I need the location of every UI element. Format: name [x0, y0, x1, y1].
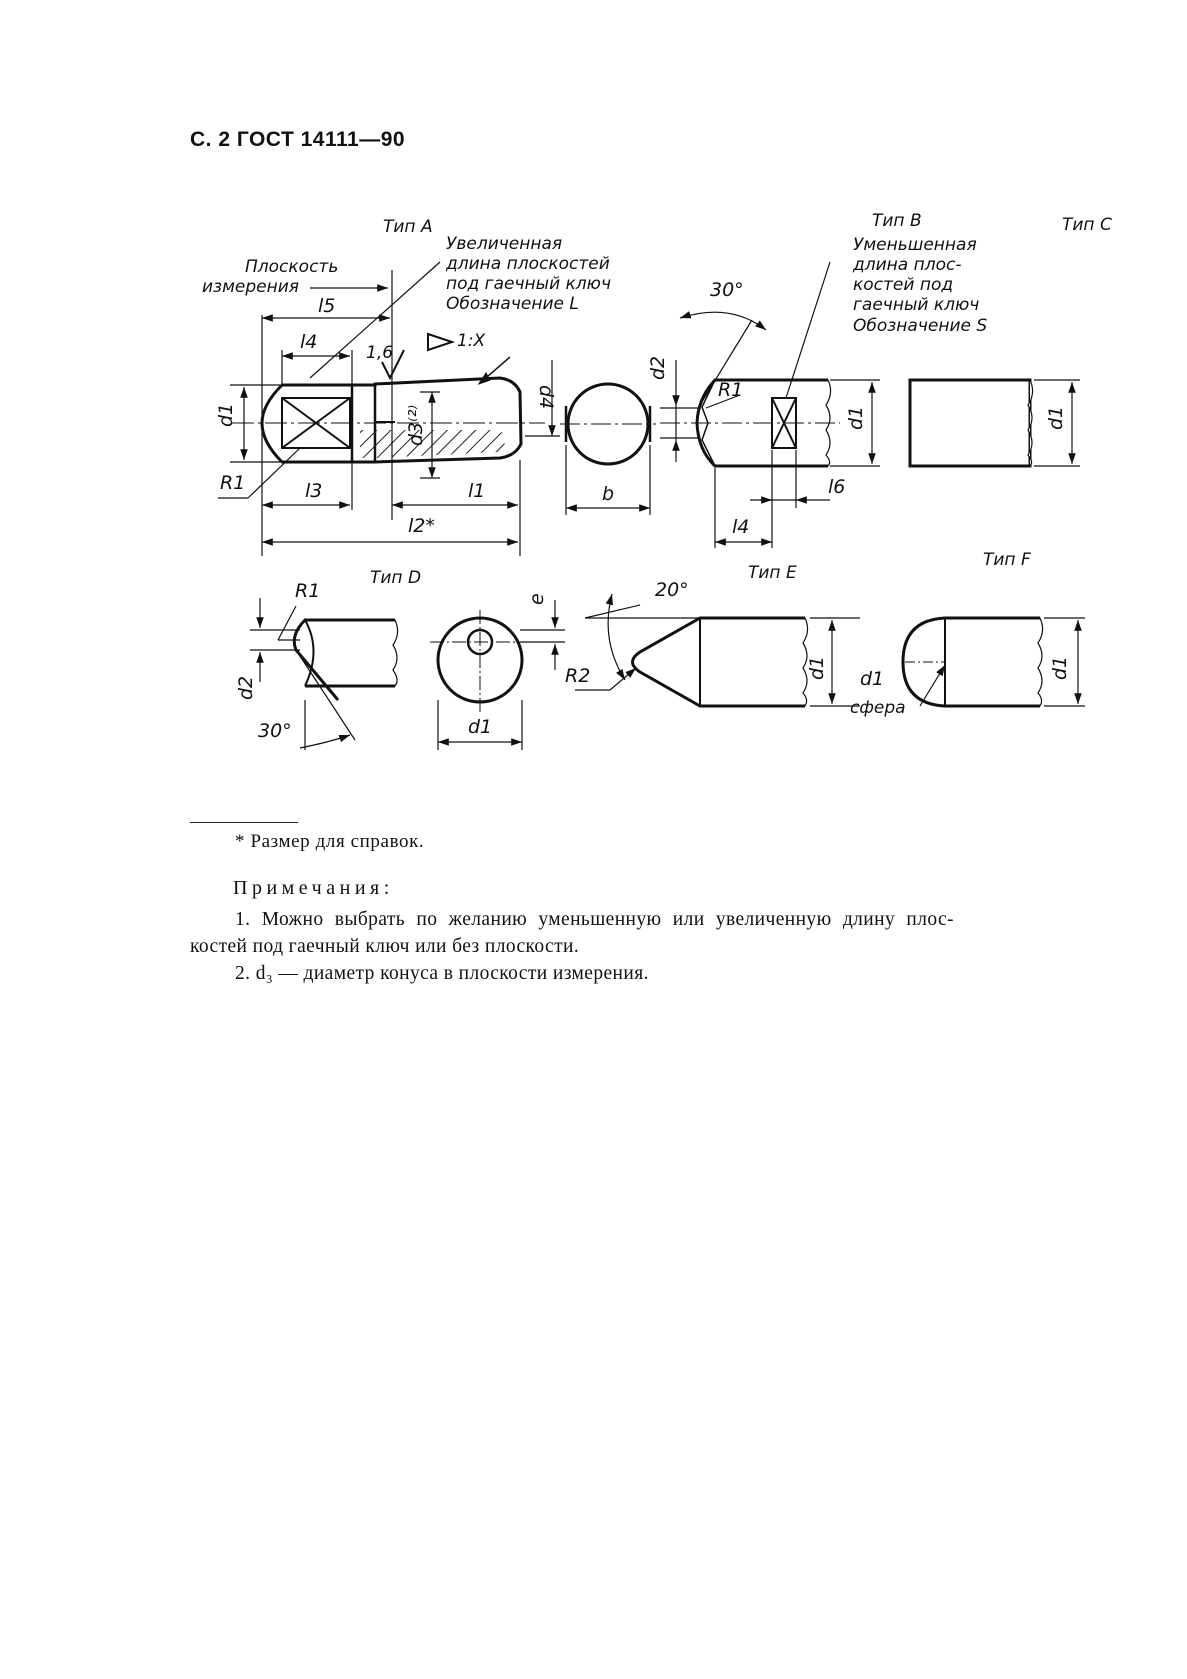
type-d-dim-d2: d2: [235, 675, 257, 700]
type-d-dim-d1: d1: [468, 716, 493, 738]
type-d-dim-r1: R1: [295, 580, 321, 602]
type-b-callout-4: гаечный ключ: [853, 295, 980, 315]
type-d-title: Тип D: [370, 568, 422, 588]
type-f-dim-d1-sphere: d1: [860, 668, 885, 690]
type-a-taper: 1:X: [457, 331, 486, 351]
type-b-callout-2: длина плос-: [853, 255, 962, 275]
type-a-plane-label-1: Плоскость: [245, 257, 339, 277]
type-e-dim-d1: d1: [806, 655, 828, 680]
type-e-dim-r2: R2: [565, 665, 591, 687]
type-a-dim-l1: l1: [468, 480, 486, 502]
type-c-title: Тип С: [1062, 215, 1112, 235]
type-a-title: Тип А: [383, 217, 433, 237]
note-1-line-2: костей под гаечный ключ или без плоскости.: [190, 936, 580, 957]
type-a-dim-d3: d3⁽²⁾: [405, 404, 427, 446]
type-a-dim-b: b: [602, 483, 615, 505]
type-b-view: [660, 262, 880, 548]
type-b-dim-r1: R1: [718, 379, 744, 401]
type-b-dim-l6: l6: [828, 476, 846, 498]
technical-drawing: [0, 0, 1187, 800]
page-header: С. 2 ГОСТ 14111—90: [190, 128, 406, 151]
type-b-angle: 30°: [710, 279, 744, 301]
footnote-rule: [190, 822, 298, 823]
type-b-title: Тип В: [872, 211, 922, 231]
type-a-dim-l4: l4: [300, 331, 318, 353]
note-1-line-1: 1. Можно выбрать по желанию уменьшенную или увеличенную длину плос-: [235, 909, 954, 930]
type-b-callout-3: костей под: [853, 275, 954, 295]
type-f-title: Тип F: [983, 550, 1031, 570]
footnote: * Размер для справок.: [235, 831, 425, 852]
type-a-dim-d4: d4: [535, 385, 557, 410]
type-f-dim-d1: d1: [1049, 655, 1071, 680]
type-e-view: [575, 594, 860, 706]
type-b-callout-1: Уменьшенная: [853, 235, 977, 255]
type-b-dim-d2: d2: [647, 355, 669, 380]
notes-title: Примечания:: [233, 877, 394, 899]
note-2: 2. d₃ — диаметр конуса в плоскости измерения.: [235, 963, 649, 984]
type-b-callout-5: Обозначение S: [853, 316, 988, 336]
type-a-callout-4: Обозначение L: [446, 294, 579, 314]
type-a-dim-d1: d1: [215, 402, 237, 427]
type-d-dim-e: e: [526, 593, 548, 605]
type-a-dim-l3: l3: [305, 480, 323, 502]
type-a-plane-label-2: измерения: [202, 277, 300, 297]
type-d-angle: 30°: [258, 720, 292, 742]
type-e-title: Тип Е: [748, 563, 797, 583]
type-c-dim-d1: d1: [1045, 405, 1067, 430]
type-b-dim-l4: l4: [732, 516, 750, 538]
type-a-dim-r1: R1: [220, 472, 246, 494]
type-a-roughness: 1,6: [366, 343, 394, 363]
type-b-dim-d1: d1: [845, 405, 867, 430]
type-a-callout-2: длина плоскостей: [446, 254, 610, 274]
type-d-end-view: [430, 600, 565, 750]
type-e-angle: 20°: [655, 579, 689, 601]
type-f-sphere-label: сфера: [850, 698, 906, 718]
type-a-dim-l2: l2*: [408, 515, 435, 537]
type-a-callout-3: под гаечный ключ: [446, 274, 612, 294]
type-a-dim-l5: l5: [318, 295, 336, 317]
type-a-callout-1: Увеличенная: [446, 234, 563, 254]
